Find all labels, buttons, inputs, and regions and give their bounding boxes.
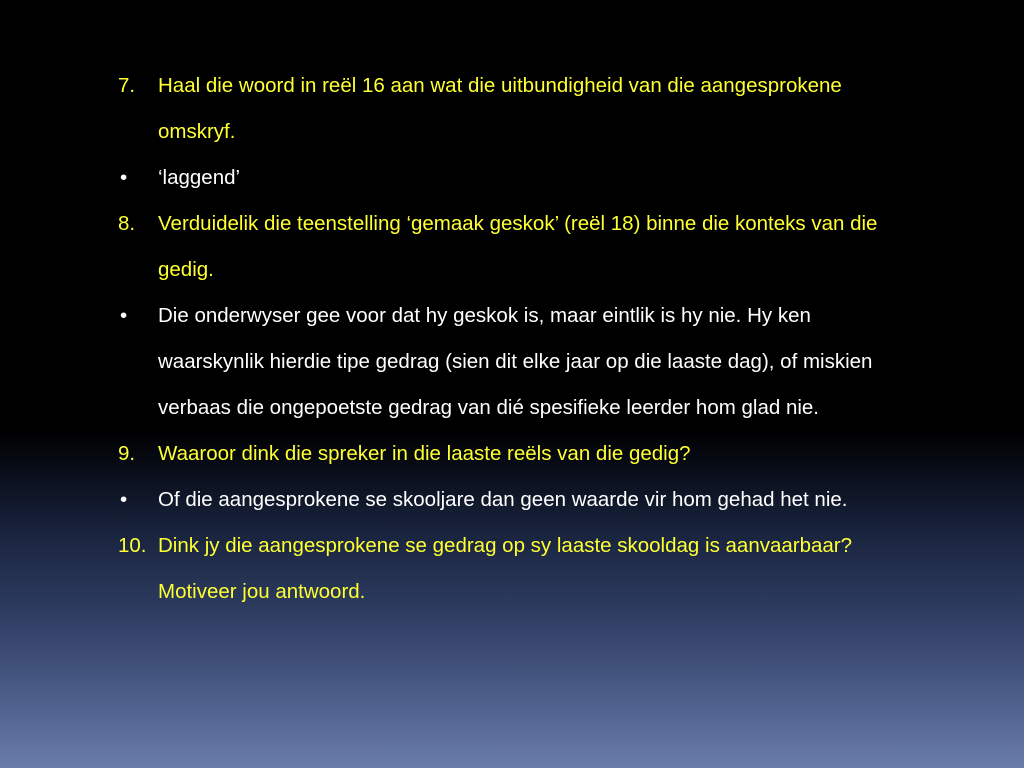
question-text: Dink jy die aangesprokene se gedrag op sy laaste skooldag is aanvaarbaar? Motiveer jou antwoord. <box>158 534 853 603</box>
question-7 <box>118 63 918 155</box>
answer-text: Die onderwyser gee voor dat hy geskok is, maar eintlik is hy nie. Hy ken waarskynlik hierdie tipe gedrag (sien dit elke jaar op die laaste dag), of miskien verbaas die ongepoetste gedrag van dié spesifieke leerder hom glad nie. <box>158 304 873 419</box>
bullet-marker: • <box>120 166 128 189</box>
question-number: 9. <box>118 442 136 465</box>
answer-9 <box>118 477 918 523</box>
bullet-marker: • <box>120 488 128 511</box>
question-8 <box>118 201 918 293</box>
question-9 <box>118 431 918 477</box>
question-number: 10. <box>118 534 147 557</box>
question-number: 8. <box>118 212 136 235</box>
question-number: 7. <box>118 74 136 97</box>
question-text: Waaroor dink die spreker in die laaste reëls van die gedig? <box>158 442 691 465</box>
answer-8 <box>118 293 918 431</box>
question-10 <box>118 523 918 615</box>
question-text: Haal die woord in reël 16 aan wat die uitbundigheid van die aangesprokene omskryf. <box>158 74 842 143</box>
answer-7 <box>118 155 918 201</box>
slide-content <box>118 63 918 615</box>
bullet-marker: • <box>120 304 128 327</box>
answer-text: Of die aangesprokene se skooljare dan geen waarde vir hom gehad het nie. <box>158 488 848 511</box>
question-text: Verduidelik die teenstelling ‘gemaak geskok’ (reël 18) binne die konteks van die gedig. <box>158 212 878 281</box>
answer-text: ‘laggend’ <box>158 166 241 189</box>
